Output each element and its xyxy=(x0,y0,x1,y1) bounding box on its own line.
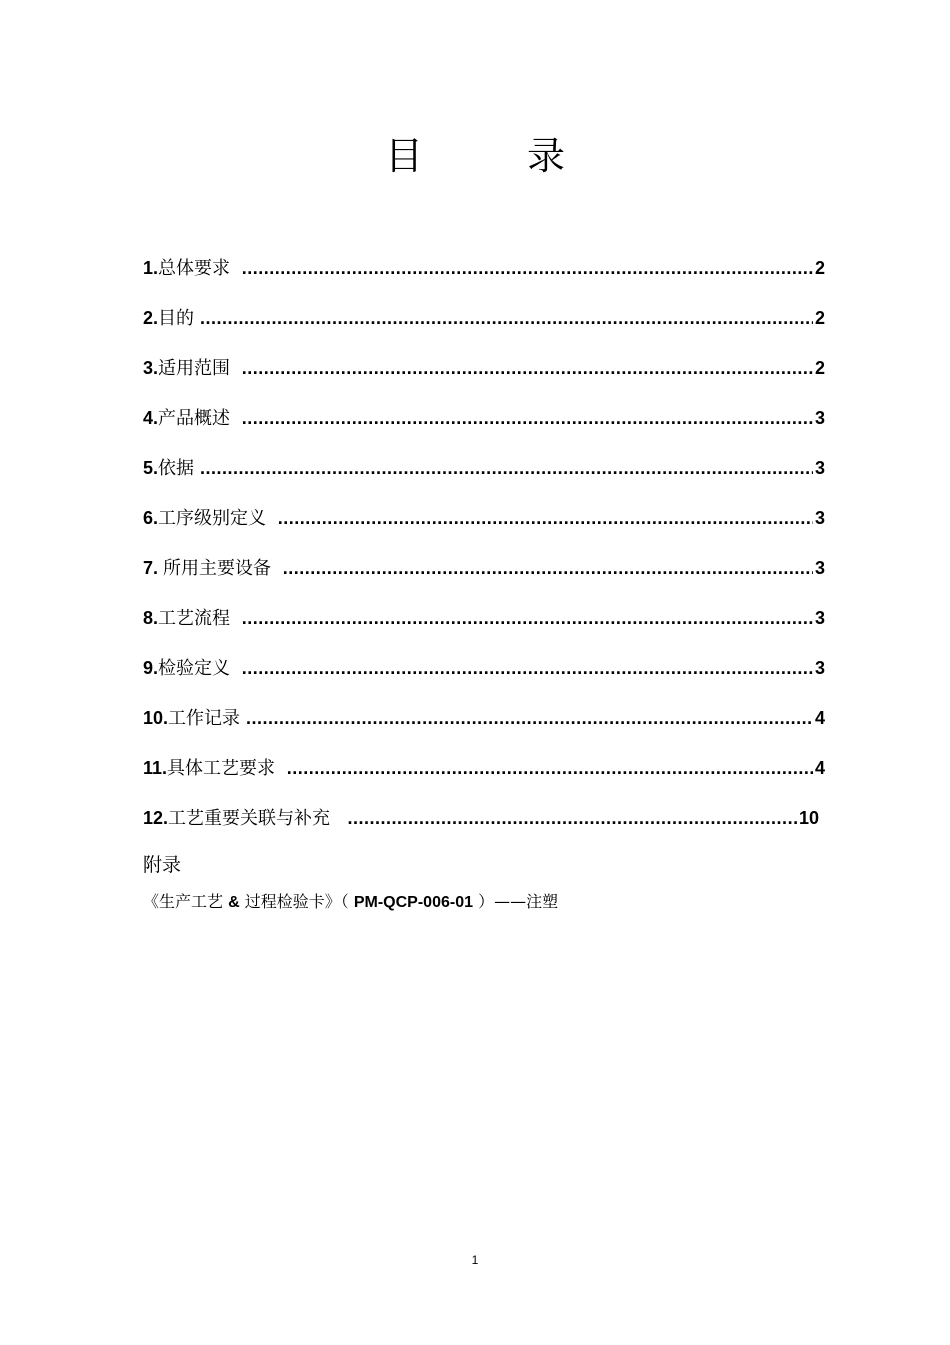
toc-number: 1. xyxy=(143,258,159,278)
toc-number: 11. xyxy=(143,758,168,778)
appendix-item-prefix: 《生产工艺 xyxy=(143,892,229,911)
appendix-item-ampersand: & xyxy=(228,894,240,911)
toc-entry-10[interactable] xyxy=(143,705,825,755)
toc-leader-dots xyxy=(347,805,796,831)
toc-entry-8[interactable] xyxy=(143,605,825,655)
toc-leader-dots xyxy=(287,755,813,781)
toc-entry-9[interactable] xyxy=(143,655,825,705)
toc-number: 7. xyxy=(143,558,164,578)
toc-leader-dots xyxy=(200,455,813,481)
toc-page-number: 3 xyxy=(814,408,825,428)
toc-page-number: 4 xyxy=(814,758,825,778)
toc-number: 9. xyxy=(143,658,159,678)
toc-page-number: 3 xyxy=(814,458,825,478)
toc-label: 工艺重要关联与补充 xyxy=(168,808,342,829)
toc-page-number: 3 xyxy=(814,508,825,528)
toc-number: 6. xyxy=(143,508,159,528)
toc-number: 12. xyxy=(143,808,169,828)
toc-page-number: 3 xyxy=(814,608,825,628)
title-char-1: 目 xyxy=(384,134,423,178)
toc-label: 所用主要设备 xyxy=(163,558,277,579)
appendix-heading: 附录 xyxy=(143,854,182,876)
page-title xyxy=(0,132,950,180)
toc-label: 总体要求 xyxy=(158,258,236,279)
toc-page-number: 3 xyxy=(814,658,825,678)
toc-page-number: 10 xyxy=(798,808,819,828)
toc-entry-5[interactable] xyxy=(143,455,825,505)
toc-page-number: 2 xyxy=(814,308,825,328)
toc-leader-dots xyxy=(242,355,813,381)
toc-leader-dots xyxy=(242,605,813,631)
toc-label: 工艺流程 xyxy=(158,608,236,629)
toc-entry-3[interactable] xyxy=(143,355,825,405)
toc-number: 10. xyxy=(143,708,169,728)
page-number: 1 xyxy=(471,1253,479,1267)
toc-page-number: 3 xyxy=(814,558,825,578)
toc-page-number: 4 xyxy=(814,708,825,728)
toc-page-number: 2 xyxy=(814,358,825,378)
toc-leader-dots xyxy=(242,405,813,431)
appendix-item-middle: 过程检验卡》（ xyxy=(239,892,354,911)
title-char-2: 录 xyxy=(527,134,566,178)
toc-number: 3. xyxy=(143,358,159,378)
toc-entry-12[interactable] xyxy=(143,805,819,855)
toc-page-number: 2 xyxy=(814,258,825,278)
toc-leader-dots xyxy=(283,555,813,581)
toc-label: 目的 xyxy=(158,308,195,329)
toc-label: 适用范围 xyxy=(158,358,236,379)
toc-label: 具体工艺要求 xyxy=(167,758,281,779)
table-of-contents xyxy=(143,255,825,855)
appendix-item-code: PM-QCP-006-01 xyxy=(353,894,473,911)
toc-label: 工作记录 xyxy=(168,708,241,729)
toc-entry-4[interactable] xyxy=(143,405,825,455)
toc-number: 8. xyxy=(143,608,159,628)
appendix-item[interactable] xyxy=(143,891,558,914)
toc-entry-6[interactable] xyxy=(143,505,825,555)
toc-leader-dots xyxy=(278,505,813,531)
toc-leader-dots xyxy=(246,705,813,731)
toc-entry-1[interactable] xyxy=(143,255,825,305)
toc-label: 依据 xyxy=(158,458,195,479)
toc-leader-dots xyxy=(200,305,813,331)
toc-label: 产品概述 xyxy=(158,408,236,429)
toc-label: 检验定义 xyxy=(158,658,236,679)
toc-label: 工序级别定义 xyxy=(158,508,272,529)
toc-number: 5. xyxy=(143,458,159,478)
toc-entry-11[interactable] xyxy=(143,755,825,805)
toc-entry-2[interactable] xyxy=(143,305,825,355)
toc-leader-dots xyxy=(242,655,813,681)
toc-leader-dots xyxy=(242,255,813,281)
toc-number: 2. xyxy=(143,308,159,328)
toc-entry-7[interactable] xyxy=(143,555,825,605)
toc-number: 4. xyxy=(143,408,159,428)
appendix-item-suffix: ）——注塑 xyxy=(473,892,559,911)
